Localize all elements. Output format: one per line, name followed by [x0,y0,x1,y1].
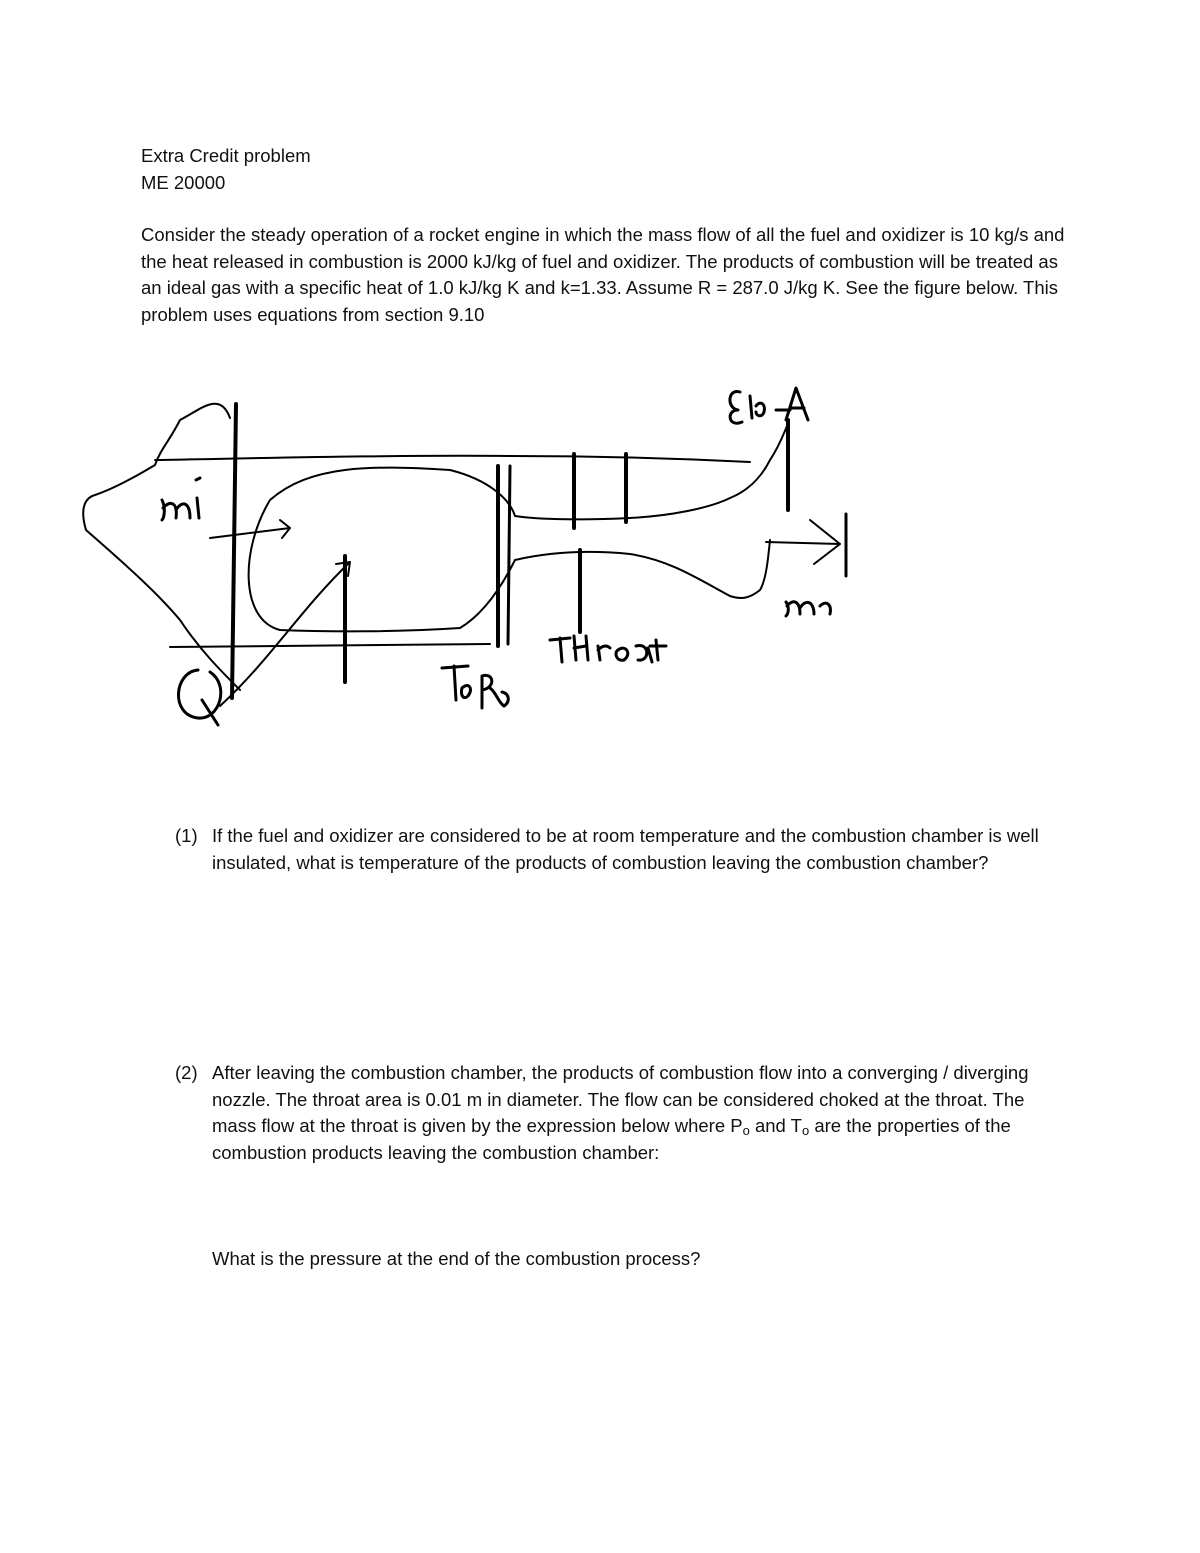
t0-p0-label [442,666,508,708]
problem-intro: Consider the steady operation of a rocket engine in which the mass flow of all the fuel and oxidizer is 10 kg/s and the heat released in combustion is 2000 kJ/kg of fuel and oxidizer. The products of combustion will be treated as an ideal gas with a specific heat of 1.0 kJ/kg K and k=1.33. Assume R = 287.0 J/kg K. See the figure below. This problem uses equations from section 9.10 [141,224,1065,325]
question-2-followup: What is the pressure at the end of the combustion process? [212,1248,701,1269]
exit-area-label [730,388,808,423]
question-2-number: (2) [175,1062,198,1083]
document-title: Extra Credit problem [141,145,311,166]
chamber-top-wall [155,456,750,462]
outflow-arrow [766,520,840,564]
chamber-exit-plane-b [508,466,510,644]
mdot-out-label [786,602,830,616]
inflow-arrow [210,520,290,538]
combustion-chamber [249,468,730,632]
nozzle-exit-curve [730,424,788,598]
chamber-bottom-wall [170,644,490,647]
question-1-number: (1) [175,825,198,846]
heat-q-label [178,670,220,725]
question-1-text: If the fuel and oxidizer are considered to be at room temperature and the combustion chamber is well insulated, what is temperature of the products of combustion leaving the combustion chamber? [212,825,1039,873]
inlet-plane [232,404,236,698]
course-code: ME 20000 [141,172,226,193]
throat-label [550,636,666,662]
mdot-in-label [162,478,200,520]
heat-arrow [220,562,350,706]
rocket-engine-sketch [70,370,870,740]
question-2-text: After leaving the combustion chamber, the products of combustion flow into a converging / diverging nozzle. The throat area is 0.01 m in diameter. The flow can be considered choked at the throat. The mass flow at the throat is given by the expression below where $P_o$ and $T_o$ are the properties of the combustion products leaving the combustion chamber: [212,1062,1029,1163]
